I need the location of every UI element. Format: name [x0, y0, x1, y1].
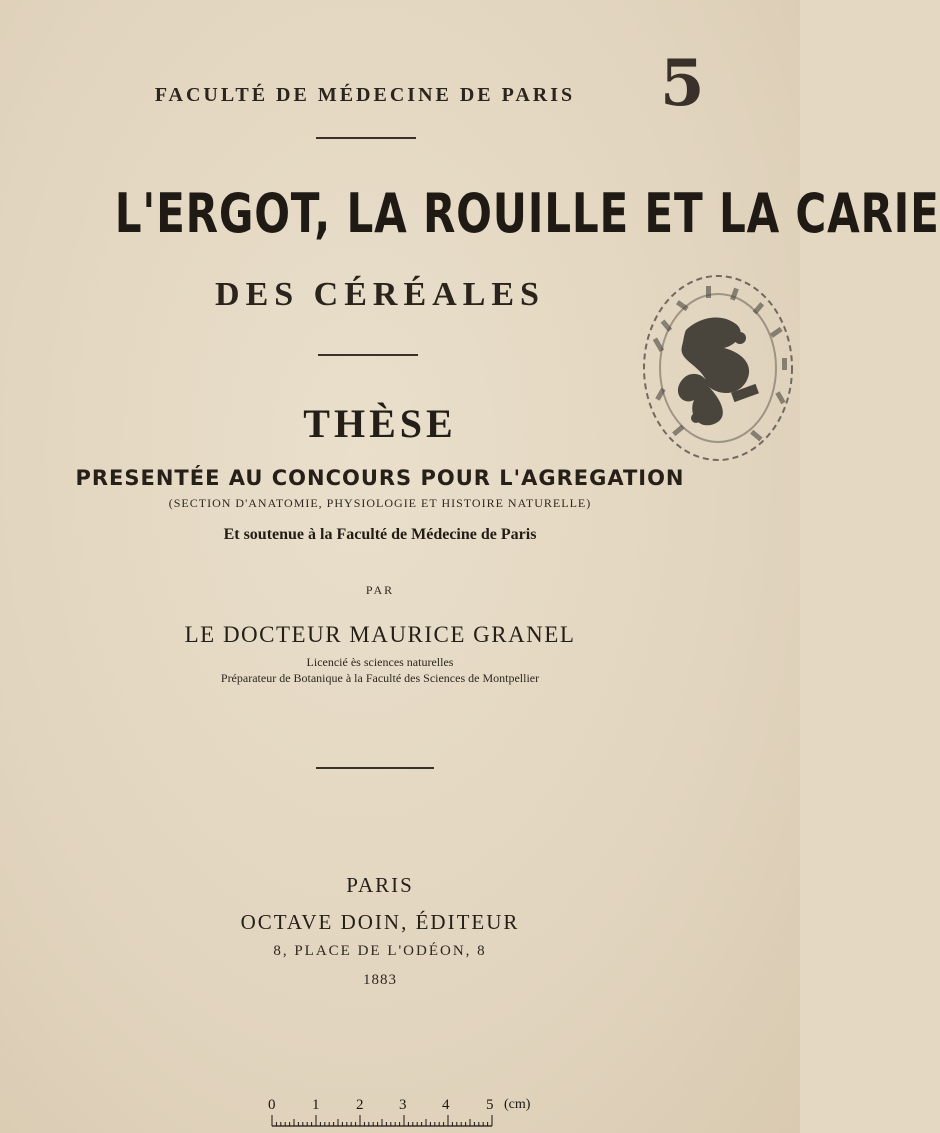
- scale-label: 2: [356, 1097, 364, 1113]
- scale-label: 0: [268, 1097, 276, 1113]
- scale-label: 5: [486, 1097, 494, 1113]
- main-title: L'ERGOT, LA ROUILLE ET LA CARIE: [114, 182, 940, 245]
- author-name: LE DOCTEUR MAURICE GRANEL: [184, 622, 576, 647]
- imprint-publisher: OCTAVE DOIN, ÉDITEUR: [240, 910, 520, 934]
- author-credential-2: Préparateur de Botanique à la Faculté des Sciences de Montpellier: [220, 671, 540, 685]
- imprint-city: PARIS: [346, 873, 414, 897]
- scale-unit: (cm): [504, 1097, 531, 1112]
- thesis-label: THÈSE: [303, 401, 457, 446]
- author-by: PAR: [365, 583, 395, 597]
- subtitle: DES CÉRÉALES: [215, 276, 545, 313]
- thesis-section: (SECTION D'ANATOMIE, PHYSIOLOGIE ET HISTOIRE NATURELLE): [168, 496, 592, 510]
- thesis-presented: PRESENTÉE AU CONCOURS POUR L'AGREGATION: [75, 466, 685, 490]
- scale-label: 1: [312, 1097, 320, 1113]
- divider-top: [316, 137, 416, 139]
- faculty-header: FACULTÉ DE MÉDECINE DE PARIS: [154, 84, 576, 106]
- scale-ruler: [266, 1114, 498, 1128]
- divider-bottom: [316, 767, 434, 769]
- scale-label: 3: [399, 1097, 407, 1113]
- scale-label: 4: [442, 1097, 450, 1113]
- library-stamp-icon: [636, 268, 796, 468]
- scale-bar: [266, 1097, 536, 1131]
- divider-middle: [318, 354, 418, 356]
- thesis-defended: Et soutenue à la Faculté de Médecine de Paris: [223, 526, 537, 543]
- scale-bar-labels: [266, 1097, 536, 1113]
- imprint-year: 1883: [363, 972, 397, 988]
- author-credential-1: Licencié ès sciences naturelles: [306, 655, 454, 669]
- imprint-address: 8, PLACE DE L'ODÉON, 8: [273, 943, 487, 959]
- page-number: 5: [660, 46, 705, 121]
